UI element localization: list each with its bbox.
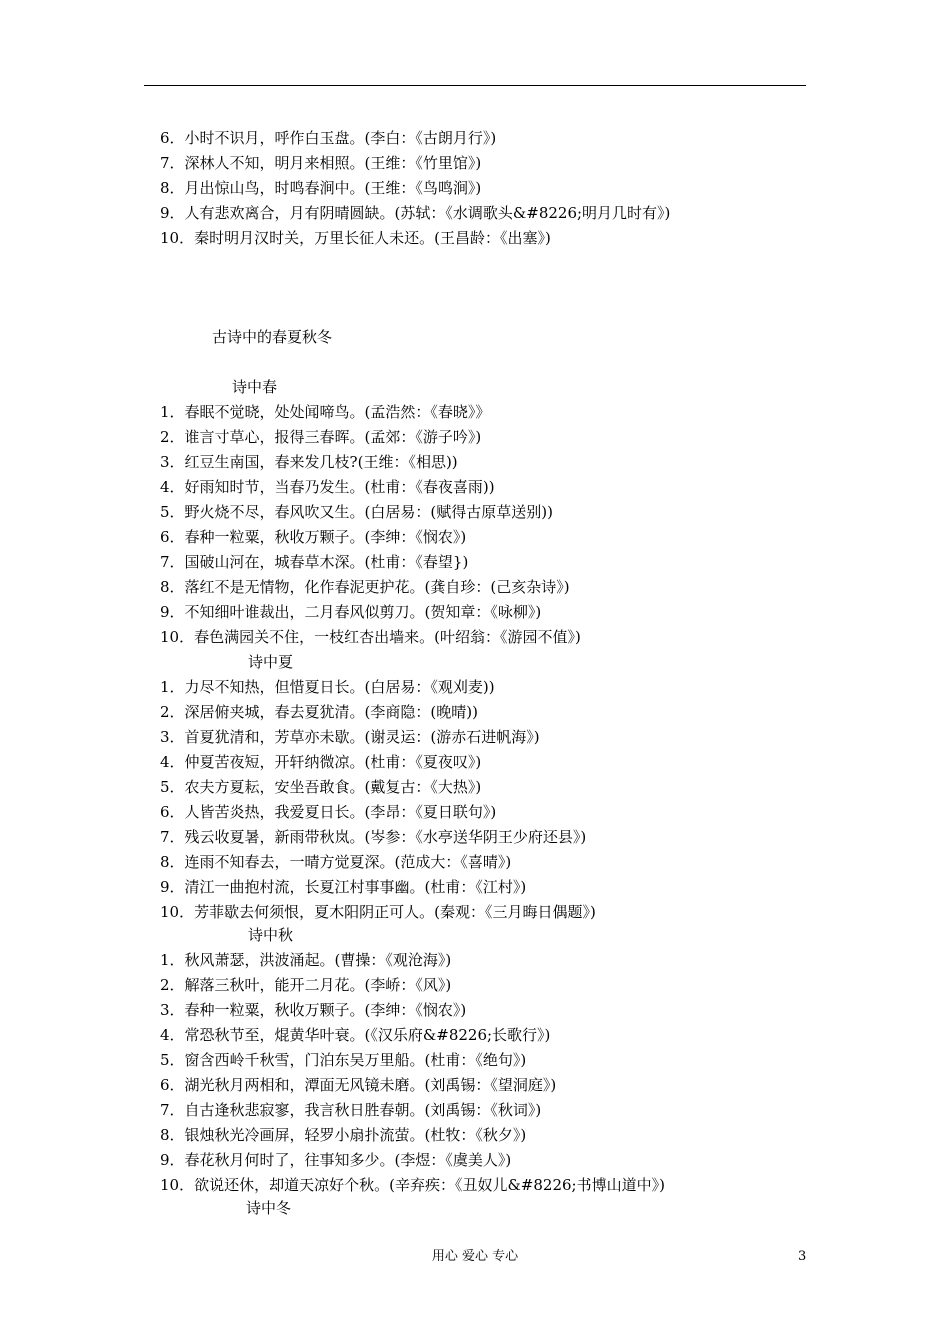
poem-line: 1．秋风萧瑟，洪波涌起。(曹操：《观沧海》)	[160, 951, 452, 969]
poem-line: 3．首夏犹清和，芳草亦未歇。(谢灵运：(游赤石进帆海》)	[160, 728, 540, 746]
section-title: 古诗中的春夏秋冬	[212, 328, 333, 346]
poem-line: 5．窗含西岭千秋雪，门泊东吴万里船。(杜甫：《绝句》)	[160, 1051, 527, 1069]
poem-line: 3．红豆生南国，春来发几枝?(王维：《相思))	[160, 453, 458, 471]
poem-line: 8．连雨不知春去，一晴方觉夏深。(范成大：《喜晴》)	[160, 853, 512, 871]
poem-line: 4．仲夏苦夜短，开轩纳微凉。(杜甫：《夏夜叹》)	[160, 753, 482, 771]
poem-line: 10．芳菲歇去何须恨，夏木阳阴正可人。(秦观：《三月晦日偶题》)	[160, 903, 596, 921]
poem-line: 6．湖光秋月两相和，潭面无风镜未磨。(刘禹锡：《望洞庭》)	[160, 1076, 557, 1094]
summer-heading: 诗中夏	[248, 653, 294, 671]
header-rule	[144, 85, 806, 86]
poem-line: 7．深林人不知，明月来相照。(王维：《竹里馆》)	[160, 154, 482, 172]
poem-line: 9．清江一曲抱村流，长夏江村事事幽。(杜甫：《江村》)	[160, 878, 527, 896]
poem-line: 2．深居俯夹城，春去夏犹清。(李商隐：(晚晴))	[160, 703, 478, 721]
poem-line: 8．月出惊山鸟，时鸣春涧中。(王维：《鸟鸣涧》)	[160, 179, 482, 197]
poem-line: 5．野火烧不尽，春风吹又生。(白居易：(赋得古原草送别))	[160, 503, 553, 521]
poem-line: 6．小时不识月，呼作白玉盘。(李白：《古朗月行》)	[160, 129, 497, 147]
spring-heading: 诗中春	[232, 378, 278, 396]
page-number: 3	[798, 1249, 807, 1264]
poem-line: 10．春色满园关不住，一枝红杏出墙来。(叶绍翁：《游园不值》)	[160, 628, 581, 646]
poem-line: 1．力尽不知热，但惜夏日长。(白居易：《观刈麦))	[160, 678, 495, 696]
poem-line: 3．春种一粒粟，秋收万颗子。(李绅：《悯农》)	[160, 1001, 467, 1019]
poem-line: 1．春眠不觉晓，处处闻啼鸟。(孟浩然：《春晓》》	[160, 403, 491, 421]
poem-line: 2．谁言寸草心，报得三春晖。(孟郊：《游子吟》)	[160, 428, 482, 446]
poem-line: 10．欲说还休，却道天凉好个秋。(辛弃疾：《丑奴儿&#8226;书博山道中》)	[160, 1176, 665, 1194]
poem-line: 7．自古逢秋悲寂寥，我言秋日胜春朝。(刘禹锡：《秋词》)	[160, 1101, 542, 1119]
winter-heading: 诗中冬	[246, 1199, 292, 1217]
poem-line: 6．春种一粒粟，秋收万颗子。(李绅：《悯农》)	[160, 528, 467, 546]
poem-line: 6．人皆苦炎热，我爱夏日长。(李昂：《夏日联句》)	[160, 803, 497, 821]
poem-line: 9．不知细叶谁裁出，二月春风似剪刀。(贺知章：《咏柳》)	[160, 603, 542, 621]
poem-line: 8．落红不是无情物，化作春泥更护花。(龚自珍：(己亥杂诗》)	[160, 578, 570, 596]
poem-line: 7．残云收夏暑，新雨带秋岚。(岑参：《水亭送华阴王少府还县》)	[160, 828, 587, 846]
poem-line: 4．常恐秋节至，焜黄华叶衰。(《汉乐府&#8226;长歌行》)	[160, 1026, 551, 1044]
page-footer: 用心 爱心 专心	[431, 1249, 519, 1264]
poem-line: 2．解落三秋叶，能开二月花。(李峤：《风》)	[160, 976, 452, 994]
autumn-heading: 诗中秋	[248, 926, 294, 944]
poem-line: 9．春花秋月何时了，往事知多少。(李煜：《虞美人》)	[160, 1151, 512, 1169]
poem-line: 10．秦时明月汉时关，万里长征人未还。(王昌龄：《出塞》)	[160, 229, 551, 247]
poem-line: 9．人有悲欢离合，月有阴晴圆缺。(苏轼：《水调歌头&#8226;明月几时有》)	[160, 204, 671, 222]
poem-line: 4．好雨知时节，当春乃发生。(杜甫：《春夜喜雨))	[160, 478, 495, 496]
poem-line: 7．国破山河在，城春草木深。(杜甫：《春望})	[160, 553, 469, 571]
poem-line: 8．银烛秋光冷画屏，轻罗小扇扑流萤。(杜牧：《秋夕》)	[160, 1126, 527, 1144]
poem-line: 5．农夫方夏耘，安坐吾敢食。(戴复古：《大热》)	[160, 778, 482, 796]
